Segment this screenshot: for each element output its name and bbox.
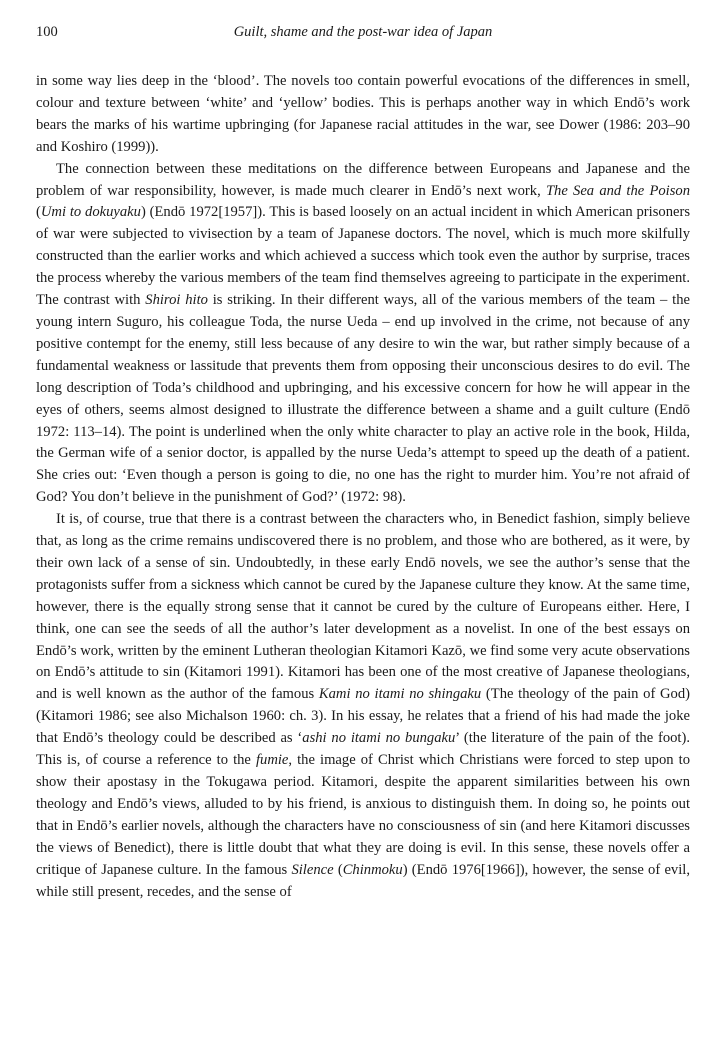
italic-run: Shiroi hito — [145, 292, 208, 309]
paragraph-2 — [36, 159, 690, 510]
italic-run: Silence — [291, 861, 334, 878]
text-run: ’ (the literature of the pain of the foot). This is, of course a reference to the — [36, 730, 690, 769]
italic-run: Umi to dokuyaku — [40, 204, 141, 221]
text-run: ) (Endō 1976[1966]), however, the sense of evil, while still present, recedes, and the sense of — [36, 861, 690, 900]
text-run: The connection between these meditations on the difference between Europeans and Japanese and the problem of war responsibility, however, is made much clearer in Endō’s next work, — [36, 160, 690, 199]
running-title: Guilt, shame and the post-war idea of Japan — [233, 24, 493, 40]
italic-run: fumie — [255, 752, 289, 769]
italic-run: Kami no itami no shingaku — [318, 686, 482, 703]
text-run: ( — [333, 861, 343, 878]
text-run: in some way lies deep in the ‘blood’. The novels too contain powerful evocations of the differences in smell, colour and texture between ‘white’ and ‘yellow’ bodies. This is perhaps another way in which Endō’s work bears the marks of his wartime upbringing (for Japanese racial attitudes in the war, see Dower (1986: 203–90 and Koshiro (1999)). — [36, 73, 690, 155]
text-run: It is, of course, true that there is a contrast between the characters who, in Benedict fashion, simply believe that, as long as the crime remains undiscovered there is no problem, and those who are bothered, as it were, by their own lack of a sense of sin. Undoubtedly, in these early Endō novels, we see the author’s sense that the protagonists suffer from a sickness which cannot be cured by the Japanese culture they know. At the same time, however, there is the equally strong sense that it cannot be cured by the culture of Europeans either. Here, I think, one can see the seeds of all the author’s later development as a novelist. In one of the best essays on Endō’s work, written by the eminent Lutheran theologian Kitamori Kazō, we find some very acute observations on Endō’s attitude to sin (Kitamori 1991). Kitamori has been one of the most creative of Japanese theologians, and is well known as the author of the famous — [36, 511, 690, 703]
text-run: ( — [36, 204, 41, 221]
italic-run: ashi no itami no bungaku — [302, 730, 456, 747]
italic-run: Chinmoku — [342, 861, 403, 878]
italic-run: The Sea and the Poison — [545, 182, 690, 199]
text-run: (The theology of the pain of God) (Kitamori 1986; see also Michalson 1960: ch. 3). In his essay, he relates that a friend of his had made the joke that Endō’s theology could be described as ‘ — [36, 686, 691, 747]
paragraph-3 — [36, 509, 690, 903]
body-text — [36, 71, 690, 903]
book-page — [36, 24, 690, 903]
running-header — [36, 24, 690, 46]
text-run: , the image of Christ which Christians were forced to step upon to show their apostasy in the Tokugawa period. Kitamori, despite the apparent similarities between his own theology and Endō’s views, alluded to by his friend, is anxious to distinguish them. In doing so, he points out that in Endō’s earlier novels, although the characters have no consciousness of sin (and here Kitamori discusses the views of Benedict), there is little doubt that what they are doing is evil. In this sense, these novels offer a critique of Japanese culture. In the famous — [36, 752, 690, 878]
text-run: is striking. In their different ways, all of the various members of the team – the young intern Suguro, his colleague Toda, the nurse Ueda – end up involved in the crime, not because of any positive contempt for the enemy, still less because of any desire to win the war, but rather simply because of a fundamental weakness or lassitude that prevents them from opposing their unconscious desires to do evil. The long description of Toda’s childhood and upbringing, and his excessive concern for how he will appear in the eyes of others, seems almost designed to illustrate the difference between a shame and a guilt culture (Endō 1972: 113–14). The point is underlined when the only white character to play an active role in the book, Hilda, the German wife of a senior doctor, is appalled by the nurse Ueda’s attempt to speed up the death of a patient. She cries out: ‘Even though a person is going to die, no one has the right to murder him. You’re not afraid of God? You don’t believe in the punishment of God?’ (1972: 98). — [36, 292, 690, 506]
page-number: 100 — [36, 24, 58, 40]
paragraph-1 — [36, 71, 690, 159]
text-run: ) (Endō 1972[1957]). This is based loosely on an actual incident in which American prisoners of war were subjected to vivisection by a team of Japanese doctors. The novel, which is much more skilfully constructed than the earlier works and which achieved a success which took even the author by surprise, traces the process whereby the various members of the team find themselves agreeing to participate in the experiment. The contrast with — [36, 204, 691, 309]
